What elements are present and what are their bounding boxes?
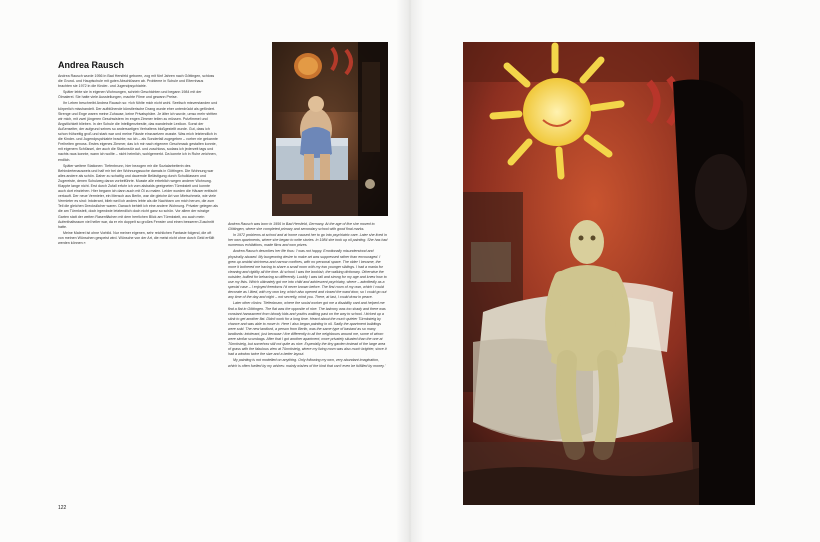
german-paragraph: Ihr Leben beschreibt Andrea Rausch so: »Ich fühlte mich nicht wohl. Seelisch misverstanden und körperlich misshandelt. Der aufblühende künstlerische Drang wurde eher unterdrückt als gefördert. Strenge und Enge waren meine Zuhause, keine Privatsphäre. Je älter ich wurde, umso mehr stritten wir mich, mit zwei jüngeren Geschwistern im engen Zimmer teilen zu müssen. Putzfimmel und Ängstlichkeit blieben. In der Schule die Intelligenzbestie, das wandelnde Lexikon. Sonst der Außenseiter, der aufgrund seines so andersartigen Verhaltens bloßgestellt wurde. Gut, dass ich schon frühzeitig groß und stark war und meine Fäuste einzusetzen wusste. Was mich letztendlich in die Kinder- und Jugendpsychiatrie brachte; wo ich – als Sonderfall zugegeben – vorher nie gekannte Freiheiten genoss. Erstes eigenes Zimmer, das ich mir nach eigenem Geschmack gestalten konnte, mit eigenem Schlüssel, der auch die Stationstür auf- und zuschloss, sodass ich jederzeit tags und nachts raus konnte, wann ich wollte – nicht heimlich, wohlgemerkt. Da konnte ich in Ruhe zeichnen, endlich. bbox=[58, 101, 218, 162]
page-number: 122 bbox=[58, 505, 67, 511]
large-photo-image bbox=[463, 42, 755, 505]
german-paragraph: Später lebte sie in eigenen Wohnungen, schrieb Geschichten und begann 1984 mit der Ölmalerei. Sie hatte viele Ausstellungen, machte Filme und gewann Preise. bbox=[58, 90, 202, 100]
english-paragraph: Andrea Rausch describes her life thus: 'I was not happy. Emotionally misunderstood and physically abused. My burgeoning desire to make art was suppressed rather than encouraged. I grew up amidst strictness and narrow confines, with no personal space. The older I became, the more it bothered me having to share a small room with my two younger siblings. I had a mania for cleaning and rigidity all the time. At school I was the bookish, the walking dictionary. Otherwise the outsider, bullied for behaving so differently. Luckily I was tall and strong for my age and knew how to use my fists. Which ultimately got me into child and adolescent psychiatry, where – admittedly as a special case – I enjoyed freedoms I'd never known before. The first room of my own, which I could decorate as I liked, with my own key, which also opened and closed the ward door, so I could go out any time of the day and night – not secretly, mind you. There, at last, I could draw in peace. bbox=[228, 249, 387, 300]
large-photo-painted-figure bbox=[463, 42, 755, 505]
english-text-column bbox=[228, 222, 388, 370]
artist-title: Andrea Rausch bbox=[58, 60, 125, 70]
german-text-column bbox=[58, 74, 218, 247]
german-paragraph: Später weitere Stationen: Tiefenbrunn, hier bezogen mir die Sozialarbeiterin des Behindertenausweis und half mir bei der Wohnungssuche damals in Göttingen. Die Wohnung war alles andere als schön. Daher zu schattig und dauernde Belästigung durch Schulklassen und Zugereiste, denen Schulweg daran vorbeiführte. Musste alle erbeblich wegen anderer Wohnung. Klappte lange nicht. Erst durch Zufall erfuhr ich vom alsbalds geeigneten Türmksteit und konnte auch dort einziehen. Hier begann ich dann auch mit Öl zu malen. Leider wurden die Häuser entfacht verkauft. Der neue Vermieter, ein Mensch aus Berlin, war die gleiche Art von Mietschmelz, wie viele Vermieter es sind: Intolerant, blieb weil ich anders lebte als die Nachbarn um mich herum, die zum Teil die gleichen Dreckslöcher waren. Danach behielt ich eine andere Wohnung. Privater gelegen als die am Türmksteit, doch irgendwie letztendlich doch nicht ganz so schön. Vor allem der winzige Garten statt der weiten Rasenflächen mit dem herrlichen Blick am Türmksteit, wo auch mein Aufenthaltsraum viel heller war, da er ein doppelt so großes Fenster und einen besseren Zuschnitt hatte. bbox=[58, 163, 218, 229]
small-photo-image bbox=[272, 42, 388, 216]
english-paragraph: Later other clinics: Tiefenbrunn, where the social worker got me a disability card and helped me find a flat in Göttingen. The flat was the opposite of nice. The balcony was too shady and there was constant harassment from bloody kids and youths walking past on the way to school. I kicked up a stink to get another flat. Didn't work for a long time. Heard about the much quieter Türmksteig by chance and was able to move in. Here I also began painting in oil. Sadly the apartment buildings were sold. The new landlord, a person from Berlin, was the same type of bastard as so many landlords: intolerant, just because I live differently to all the neighbours around me, some of whom were similar scumbags. After that I got another apartment, more privately situated than the one at Türmksteig, but somehow still not quite as nice. Especially the tiny garden instead of the large area of grass with the fabulous view at Türmksteig, where my living room was also much brighter, since it had a window twice the size and a better layout. bbox=[228, 301, 387, 357]
english-paragraph: My painting is not modelled on anything. Only following my own, very abundant imagination, which is often fuelled by my wishes: mainly wishes of the kind that can't even be fulfilled by money.' bbox=[228, 358, 386, 368]
english-paragraph: In 1972 problems at school and at home caused her to go into psychiatric care. Later she lived in her own apartments, where she began to write stories. In 1984 she took up oil painting. She has had numerous exhibitions, made films and won prizes. bbox=[228, 233, 388, 248]
german-paragraph: Andrea Rausch wurde 1956 in Bad Hersfeld geboren, zog mit fünf Jahren nach Göttingen, schloss die Grund- und Hauptschule mit guten Abschlüssen ab. Probleme in Schule und Elternhaus brachten sie 1972 in die Kinder- und Jugendpsychiatrie. bbox=[58, 74, 215, 89]
small-photo-artist-seated bbox=[272, 42, 388, 216]
book-gutter-shadow bbox=[396, 0, 424, 542]
english-paragraph: Andrea Rausch was born in 1956 in Bad Hersfeld, Germany. At the age of five she moved to Göttingen, where she completed primary and secondary school with good final marks. bbox=[228, 222, 375, 232]
german-paragraph: Meine Malerei ist ohne Vorbild. Nur meiner eigenen, sehr reichlichen Fantasie folgend, die oft von meinen Wünschen gespeist wird. Wünsche von der Art, die meist nicht ohne durch Geld erfüllt werden können.« bbox=[58, 230, 215, 245]
